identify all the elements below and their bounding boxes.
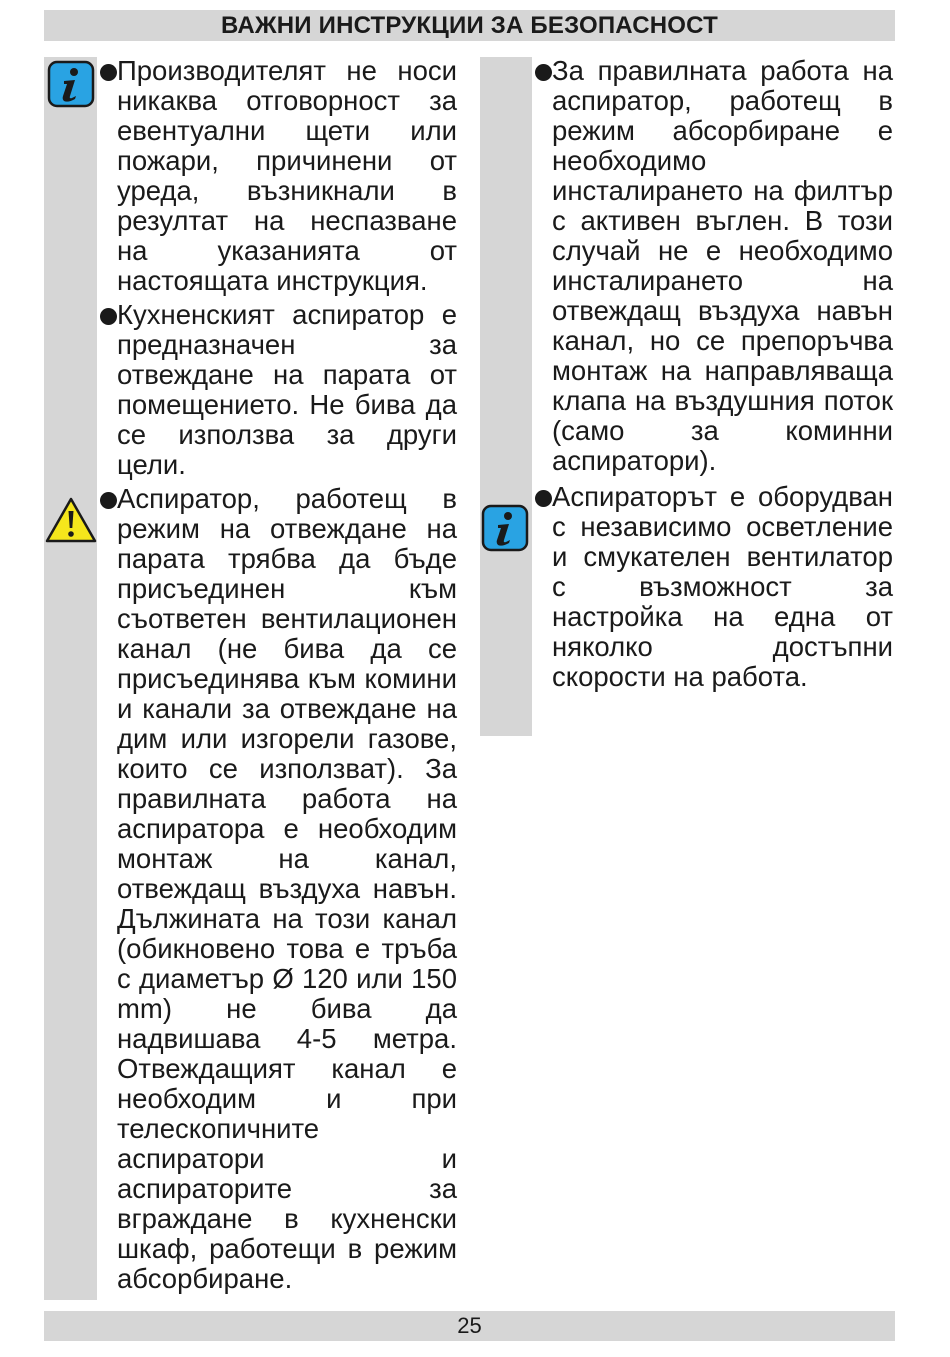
bullet-icon [100,64,117,81]
bullet-icon [100,492,117,509]
paragraph-manufacturer-liability [100,56,457,296]
paragraph-text: Кухненският аспиратор е предназначен за отвеждане на парата от помещението. Не бива да се използва за други цели. [117,299,457,480]
paragraph-intended-use [100,300,457,480]
paragraph-text: За правилната работа на аспиратор, работещ в режим абсорбиране е необходимо инсталирането на филтър с активен въглен. В този случай не е необходимо инсталирането на отвеждащ въздуха навън канал, но се препоръчва монтаж на направляваща клапа на въздушния поток (само за коминни аспиратори). [552,55,893,476]
info-icon [481,504,529,552]
warning-icon [45,496,97,544]
page-number: 25 [457,1313,482,1338]
info-icon [47,60,95,108]
left-column [100,56,457,1294]
bullet-icon [535,64,552,81]
bullet-icon [100,308,117,325]
page-header [44,10,895,41]
paragraph-exhaust-duct [100,484,457,1294]
right-column [535,56,893,692]
left-icon-strip [44,57,97,1300]
page-title: ВАЖНИ ИНСТРУКЦИИ ЗА БЕЗОПАСНОСТ [221,12,718,39]
page-footer [44,1311,895,1341]
paragraph-carbon-filter [535,56,893,476]
right-icon-strip [480,57,532,736]
bullet-icon [535,490,552,507]
paragraph-text: Аспираторът е оборудван с независимо осветление и смукателен вентилатор с възможност за настройка на една от няколко достъпни скорости на работа. [552,481,893,692]
paragraph-lighting-fan [535,482,893,692]
paragraph-text: Производителят не носи никаква отговорност за евентуални щети или пожари, причинени от уреда, възникнали в резултат на неспазване на указанията от настоящата инструкция. [117,55,457,296]
paragraph-text: Аспиратор, работещ в режим на отвеждане на парата трябва да бъде присъединен към съответен вентилационен канал (не бива да се присъединява към комини и канали за отвеждане на дим или изгорели газове, които се използват). За правилната работа на аспиратора е необходим монтаж на канал, отвеждащ въздуха навън. Дължината на този канал (обикновено това е тръба с диаметър Ø 120 или 150 mm) не бива да надвишава 4-5 метра. Отвеждащият канал е необходим и при телескопичните аспиратори и аспираторите за вграждане в кухненски шкаф, работещи в режим абсорбиране. [117,483,457,1294]
